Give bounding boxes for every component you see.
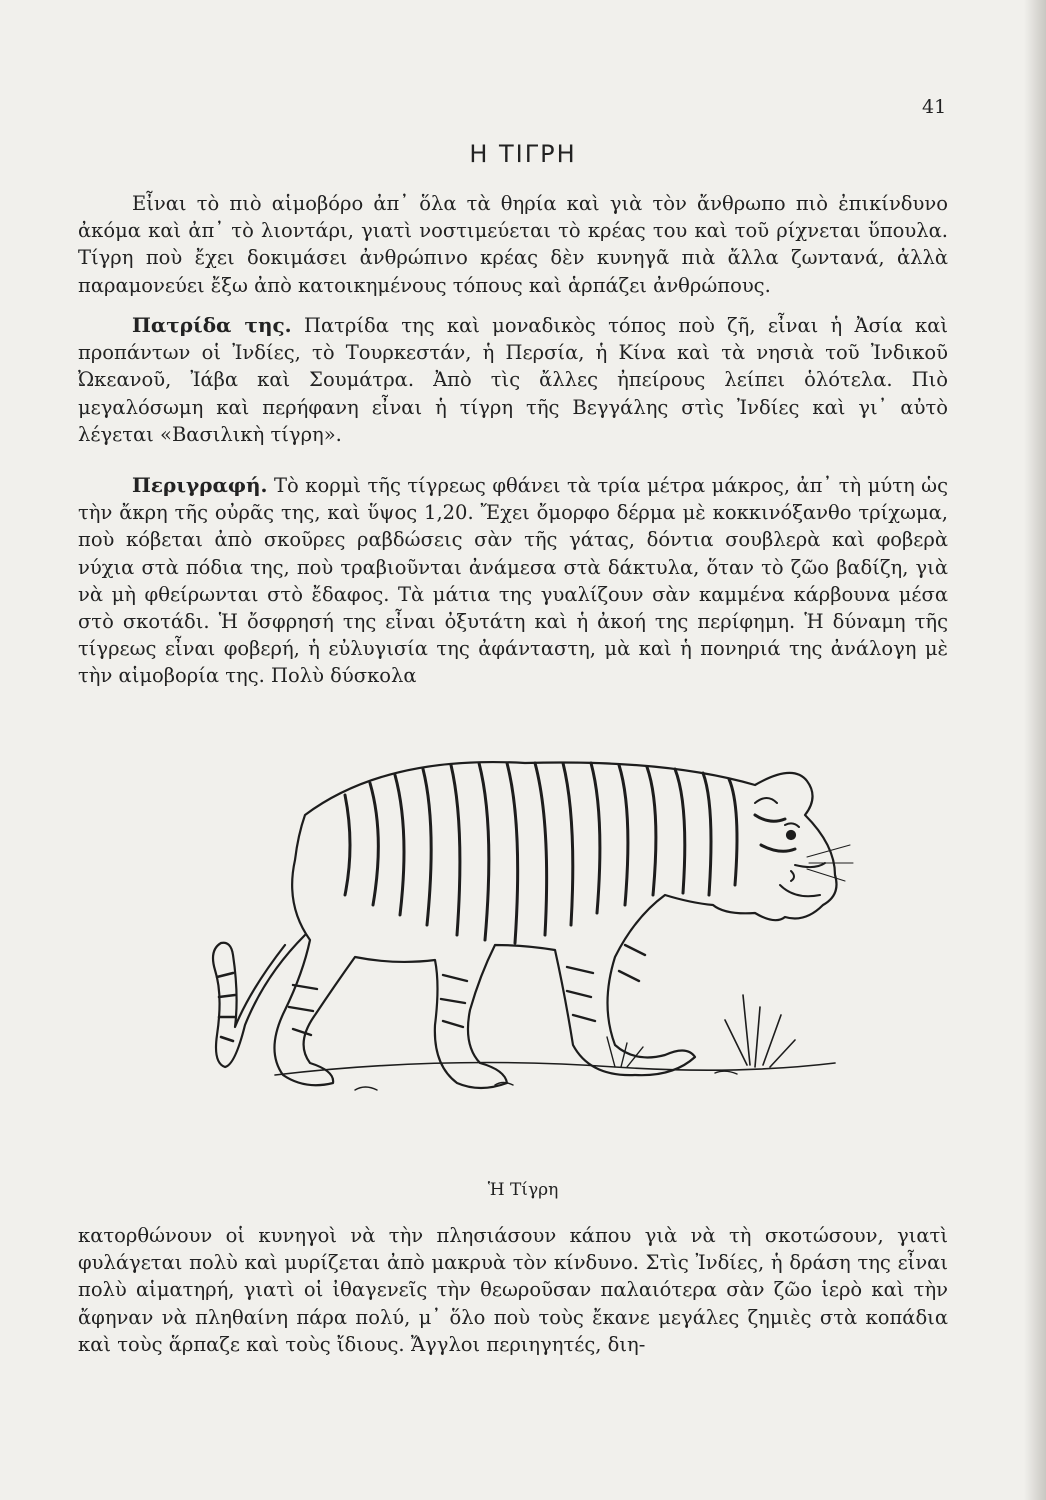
figure-caption: Ἡ Τίγρη — [487, 1180, 559, 1200]
description-paragraph — [78, 472, 948, 690]
homeland-text: Πατρίδα της καὶ μοναδικὸς τόπος ποὺ ζῆ, εἶναι ἡ Ἀσία καὶ προπάντων οἱ Ἰνδίες, τὸ Τουρκεστάν, ἡ Περσία, ἡ Κίνα καὶ τὰ νησιὰ τοῦ Ἰνδικοῦ Ὠκεανοῦ, Ἰάβα καὶ Σουμάτρα. Ἀπὸ τὶς ἄλλες ἠπείρους λείπει ὁλότελα. Πιὸ μεγαλόσωμη καὶ περήφανη εἶναι ἡ τίγρη τῆς Βεγγάλης στὶς Ἰνδίες καὶ γι᾽ αὐτὸ λέγεται «Βασιλικὴ τίγρη». — [78, 314, 949, 446]
intro-paragraph: Εἶναι τὸ πιὸ αἱμοβόρο ἀπ᾽ ὅλα τὰ θηρία καὶ γιὰ τὸν ἄνθρωπο πιὸ ἐπικίνδυνο ἀκόμα καὶ ἀπ᾽ τὸ λιοντάρι, γιατὶ νοστιμεύεται τὸ κρέας του καὶ τοῦ ρίχνεται ὕπουλα. Τίγρη ποὺ ἔχει δοκιμάσει ἀνθρώπινο κρέας δὲν κυνηγᾶ πιὰ ἄλλα ζωντανά, ἀλλὰ παραμονεύει ἔξω ἀπὸ κατοικημένους τόπους καὶ ἁρπάζει ἀνθρώπους. — [78, 192, 948, 297]
description-heading: Περιγραφή. — [132, 473, 268, 497]
page-binding-shadow — [1024, 0, 1046, 1500]
continuation-paragraph: κατορθώνουν οἱ κυνηγοὶ νὰ τὴν πλησιάσουν κάπου γιὰ νὰ τὴ σκοτώσουν, γιατὶ φυλάγεται πολὺ καὶ μυρίζεται ἀπὸ μακρυὰ τὸν κίνδυνο. Στὶς Ἰνδίες, ἡ δράση της εἶναι πολὺ αἱματηρή, γιατὶ οἱ ἰθαγενεῖς τὴν θεωροῦσαν παλαιότερα σὰν ζῶο ἱερὸ καὶ τὴν ἄφηναν νὰ πληθαίνη πάρα πολύ, μ᾽ ὅλο ποὺ τοὺς ἔκανε μεγάλες ζημιὲς στὰ κοπάδια καὶ τοὺς ἅρπαζε καὶ τοὺς ἴδιους. Ἄγγλοι περιηγητές, διη- — [78, 1224, 948, 1356]
homeland-heading: Πατρίδα της. — [132, 313, 292, 337]
page-number: 41 — [922, 96, 947, 118]
homeland-paragraph — [78, 312, 948, 448]
tiger-illustration — [195, 745, 855, 1165]
description-text: Τὸ κορμὶ τῆς τίγρεως φθάνει τὰ τρία μέτρα μάκρος, ἀπ᾽ τὴ μύτη ὡς τὴν ἄκρη τῆς οὐρᾶς της, καὶ ὕψος 1,20. Ἔχει ὄμορφο δέρμα μὲ κοκκινόξανθο τρίχωμα, ποὺ κόβεται ἀπὸ σκοῦρες ραβδώσεις σὰν τῆς γάτας, δόντια σουβλερὰ καὶ φοβερὰ νύχια στὰ πόδια της, ποὺ τραβιοῦνται ἀνάμεσα στὰ δάκτυλα, ὅταν τὸ ζῶο βαδίζη, γιὰ νὰ μὴ φθείρωνται στὸ ἔδαφος. Τὰ μάτια της γυαλίζουν σὰν καμμένα κάρβουνα μέσα στὸ σκοτάδι. Ἡ ὄσφρησή της εἶναι ὀξυτάτη καὶ ἡ ἀκοή της περίφημη. Ἡ δύναμη τῆς τίγρεως εἶναι φοβερή, ἡ εὐλυγισία της ἀφάνταστη, μὰ καὶ ἡ πονηριά της ἀνάλογη μὲ τὴν αἱμοβορία της. Πολὺ δύσκολα — [78, 474, 949, 688]
page-title: Η ΤΙΓΡΗ — [469, 140, 577, 168]
